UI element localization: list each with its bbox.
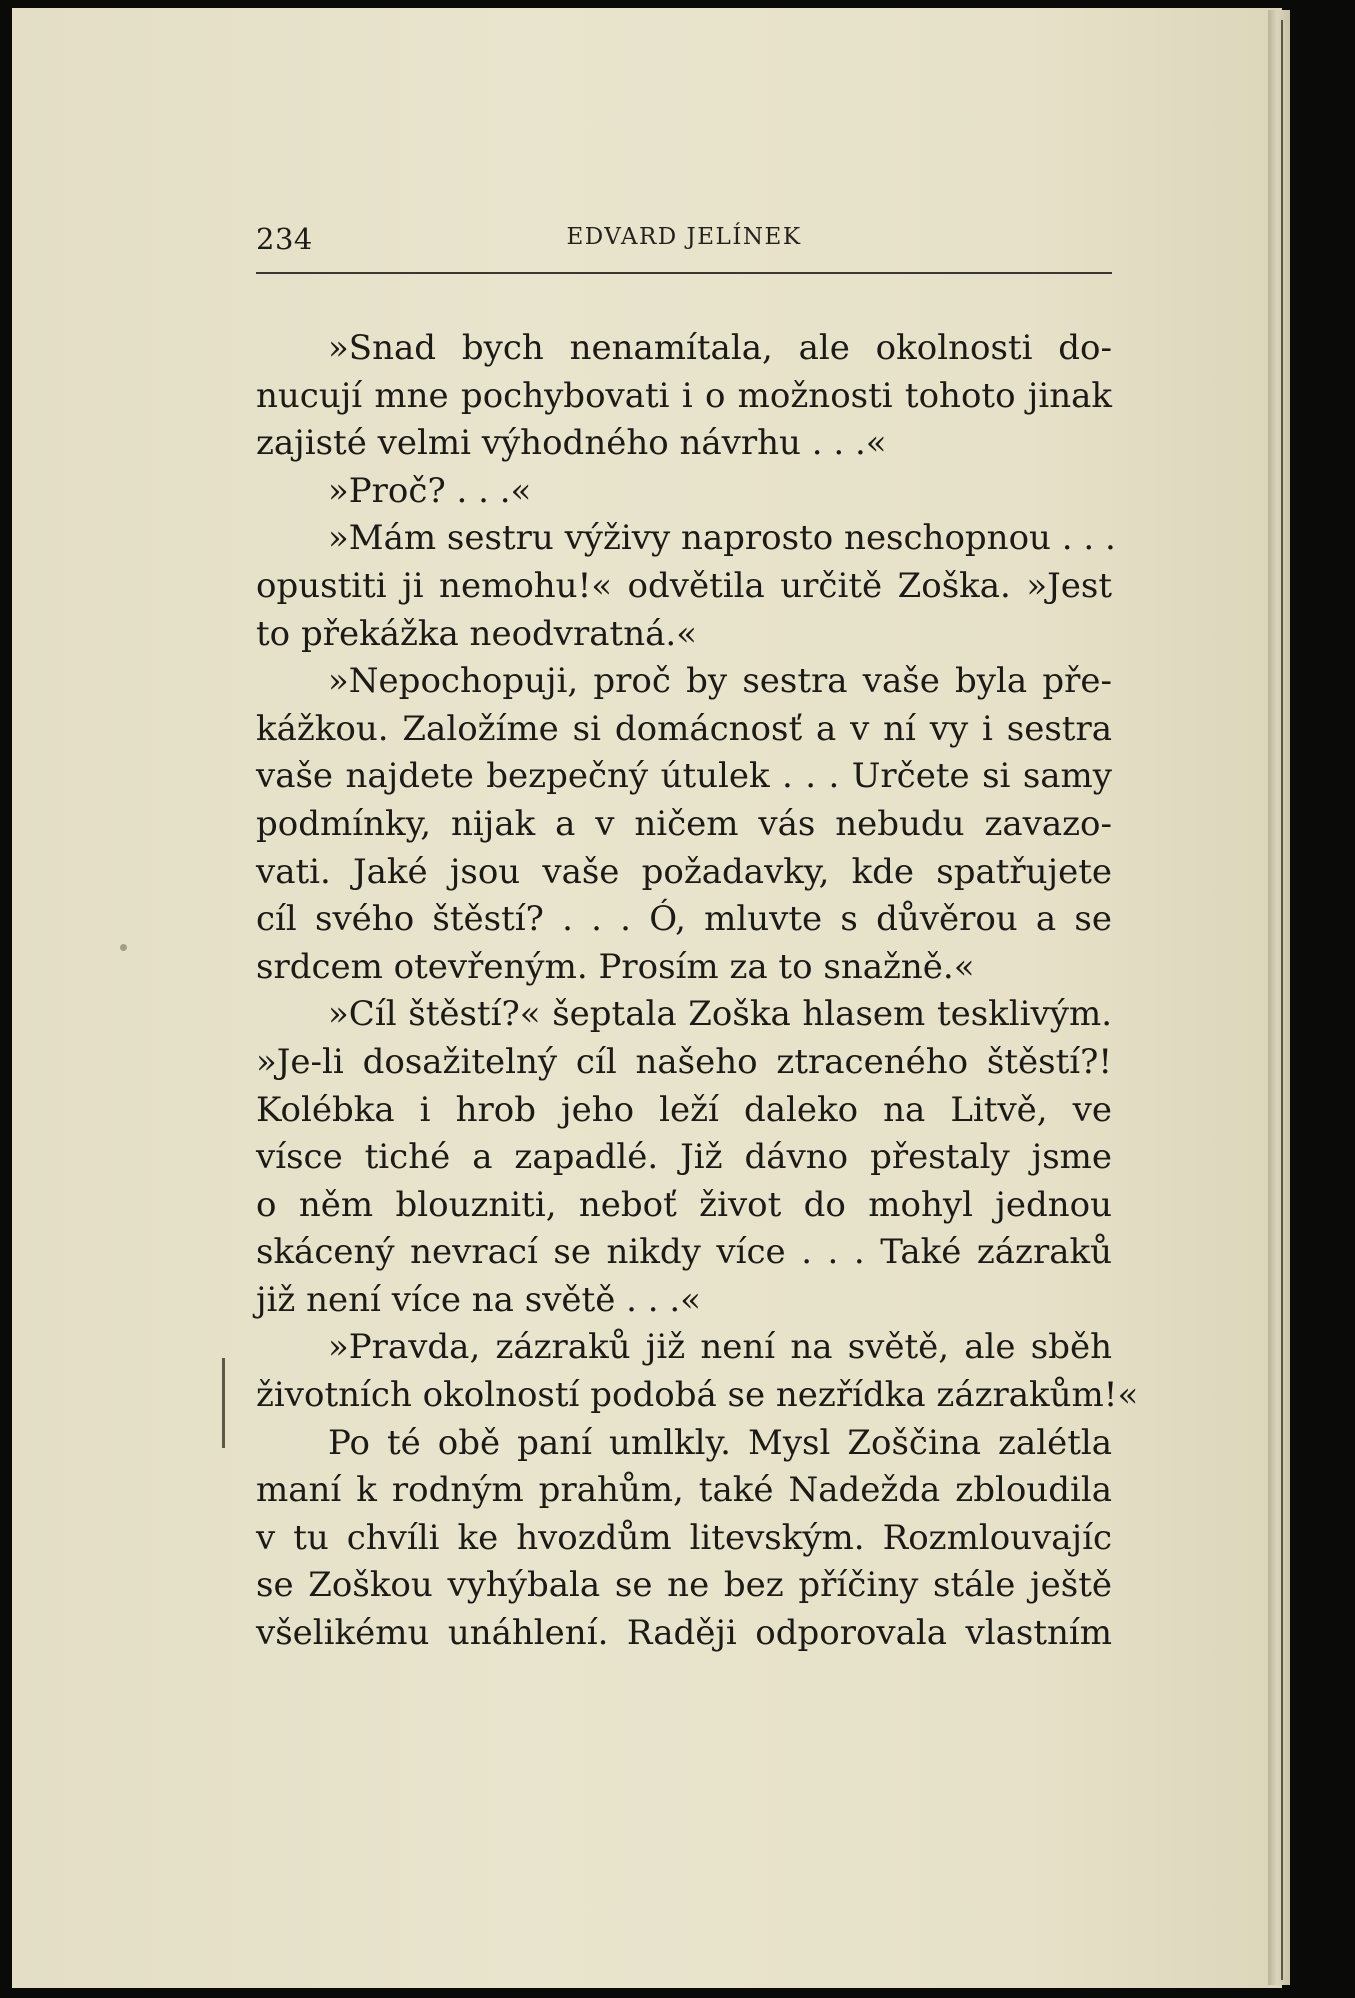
running-title: EDVARD JELÍNEK — [566, 224, 802, 250]
text-line: již není více na světě . . .« — [256, 1279, 701, 1320]
body-text — [256, 325, 1139, 1658]
text-line: to překážka neodvratná.« — [256, 613, 697, 654]
text-line: podmínky, nijak a v ničem vás nebudu zavazo- — [256, 803, 1112, 844]
binding-edge-line — [1281, 20, 1283, 1980]
text-line: životních okolností podobá se nezřídka zázrakům!« — [256, 1375, 1139, 1416]
text-line: nucují mne pochybovati i o možnosti tohoto jinak — [256, 375, 1112, 416]
text-line: »Pravda, zázraků již není na světě, ale sběh — [328, 1327, 1112, 1368]
text-line: vísce tiché a zapadlé. Již dávno přestaly jsme — [256, 1137, 1112, 1178]
page-edge — [1268, 10, 1290, 1985]
text-line: vati. Jaké jsou vaše požadavky, kde spatřujete — [256, 851, 1112, 892]
margin-speck — [120, 944, 127, 951]
text-line: »Mám sestru výživy naprosto neschopnou . . . — [328, 518, 1116, 559]
page-number: 234 — [256, 222, 313, 256]
text-line: opustiti ji nemohu!« odvětila určitě Zoška. »Jest — [256, 565, 1112, 606]
text-line: Po té obě paní umlkly. Mysl Zoščina zalétla — [328, 1422, 1112, 1463]
text-line: kážkou. Založíme si domácnosť a v ní vy i sestra — [256, 708, 1112, 749]
text-line: všelikému unáhlení. Raději odporovala vlastním — [256, 1613, 1112, 1654]
text-line: »Je-li dosažitelný cíl našeho ztraceného štěstí?! — [256, 1041, 1112, 1082]
text-line: »Nepochopuji, proč by sestra vaše byla pře- — [328, 661, 1112, 702]
text-line: Kolébka i hrob jeho leží daleko na Litvě, ve — [256, 1089, 1112, 1130]
text-line: »Snad bych nenamítala, ale okolnosti do- — [328, 328, 1112, 368]
text-line: skácený nevrací se nikdy více . . . Také zázraků — [256, 1232, 1112, 1273]
text-line: »Proč? . . .« — [328, 470, 532, 511]
running-head — [256, 218, 1112, 258]
text-line: se Zoškou vyhýbala se ne bez příčiny stále ještě — [256, 1565, 1112, 1606]
text-line: cíl svého štěstí? . . . Ó, mluvte s důvěrou a se — [256, 899, 1112, 940]
text-line: srdcem otevřeným. Prosím za to snažně.« — [256, 946, 975, 987]
margin-mark — [222, 1358, 225, 1448]
text-line: v tu chvíli ke hvozdům litevským. Rozmlouvajíc — [256, 1517, 1112, 1558]
text-line: »Cíl štěstí?« šeptala Zoška hlasem tesklivým. — [328, 994, 1112, 1035]
text-line: o něm blouzniti, neboť život do mohyl jednou — [256, 1184, 1112, 1225]
text-line: zajisté velmi výhodného návrhu . . .« — [256, 423, 887, 464]
header-rule — [256, 272, 1112, 274]
text-line: maní k rodným prahům, také Nadežda zbloudila — [256, 1470, 1112, 1511]
text-line: vaše najdete bezpečný útulek . . . Určete si samy — [256, 756, 1112, 797]
